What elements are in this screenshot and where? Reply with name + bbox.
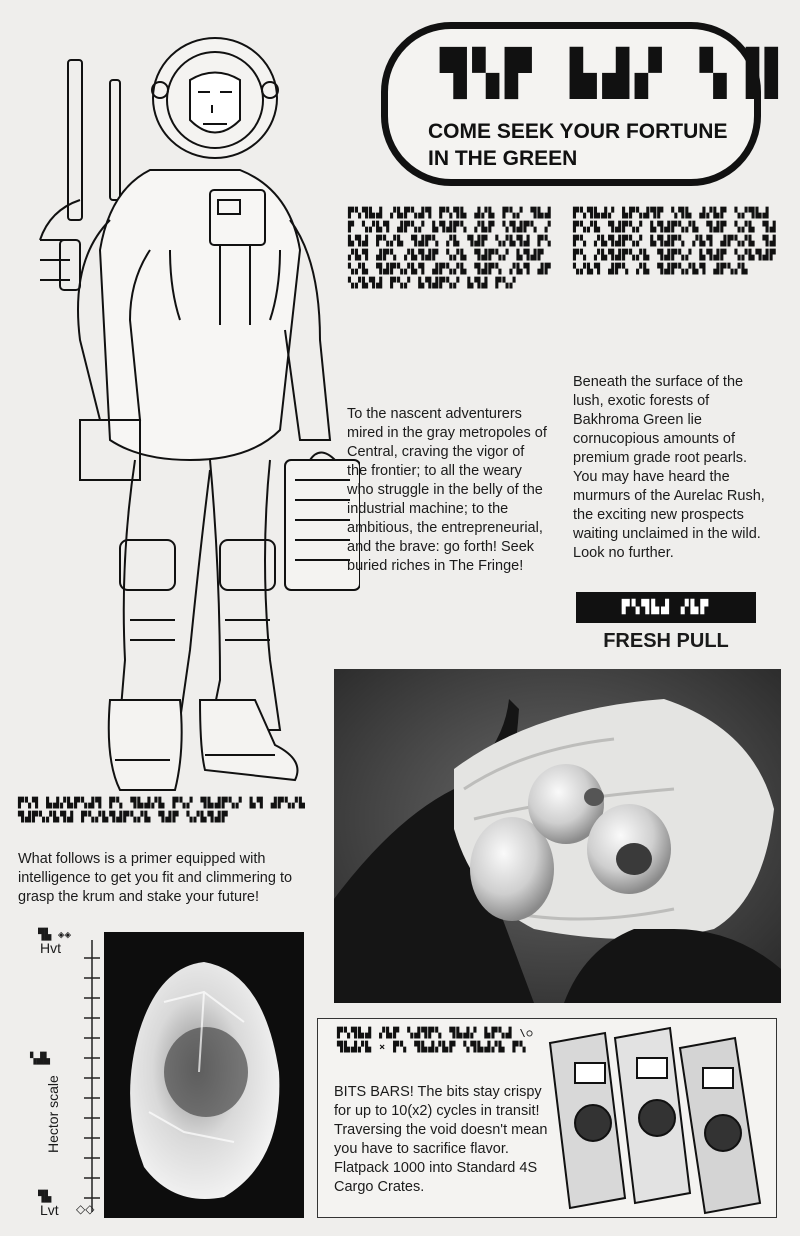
primer-alien-text: ▛▚▜ ▙▟▞▙▛▚▟▜ ▛▚ ▜▙▟▞▙ ▛▚▞ ▜▙▟▛▚▞ ▙▜ ▟▛▚▞▙ ▜▟▛▚▞▙▜▟ ▛▚▞▙▜▟▛▚▞▙ ▜▟▛ ▚▞▙▜▟▛ bbox=[18, 798, 313, 823]
scale-ticks bbox=[30, 928, 105, 1224]
astronaut-illustration bbox=[20, 20, 360, 800]
alien-title-glyphs: ▜▚▛ ▙▟▞ ▚▐▌ bbox=[440, 48, 798, 99]
scale-bottom-glyph: ▜▙ bbox=[38, 1190, 52, 1203]
fresh-pull-title: FRESH PULL bbox=[603, 630, 729, 652]
right-paragraph: Beneath the surface of the lush, exotic forests of Bakhroma Green lie cornucopious amounts of premium grade root pearls. You may have heard the murmurs of the Aurelac Rush, the exciting new prospects waiting unclaimed in the wild. Look no further. bbox=[573, 374, 765, 561]
scale-axis-label: Hector scale bbox=[45, 1075, 61, 1153]
bits-alien-text: ▛▚▜▙▟ ▞▙▛ ▚▟▜▛▚ ▜▙▟▞ ▙▛▚▟ \○ ▜▙▟▞▙ × ▛▚ ▜▙▟▞▙▛ ▚▜▙▟▞▙ ▛▚ bbox=[337, 1028, 541, 1053]
intro-alien-text: ▛▚▜▙▟ ▞▙▛▚▟▜ ▛▚▜▙ ▟▞▙ ▛▚▞ ▜▙▟▛ ▚▞▙▜ ▟▛▚▞ ▙▜▟▛▚ ▞▙▛ ▚▜▟▛▚ ▞▙▜▟ ▛▚▞▙ ▜▟▛▚ ▞▙ ▜▟▛ ▚▞▙▜▟ ▛▚▞▙▜ ▟▛▚ ▞▙▜▟▛ ▚▞▙ ▜▟▛▚▞ ▙▜▟▛ ▚▞▙ ▜▟▛▚▞▙▜ ▟▛▚▞▙ ▜▟▛▚ ▞▙▜ ▟▛▚▞▙▜▟ ▛▚▞ ▙▜▟▛▚▞ ▙▜▟ ▛▚▞ bbox=[348, 208, 552, 289]
scale-middle-glyph: ▚▟▙ bbox=[30, 1052, 50, 1065]
title-line-2: IN THE GREEN bbox=[428, 147, 578, 170]
intro-paragraph: To the nascent adventurers mired in the gray metropoles of Central, craving the vigor of the frontier; to all the weary who struggle in the belly of the industrial machine; to the ambitious, the entrepreneurial, and the brave: go forth! Seek buried riches in The Fringe! bbox=[347, 406, 547, 574]
page-title bbox=[428, 118, 727, 172]
bits-bars-packs-image bbox=[545, 1023, 775, 1215]
single-pearl-photo bbox=[104, 932, 304, 1218]
bits-paragraph: BITS BARS! The bits stay crispy for up to 10(x2) cycles in transit! Traversing the void doesn't mean you have to sacrifice flavor. Flatpack 1000 into Standard 4S Cargo Crates. bbox=[334, 1084, 548, 1195]
right-alien-text: ▛▚▜▙▟▞ ▙▛▚▟▜▛ ▚▜▙ ▟▞▙▛ ▚▞▜▙▟ ▛▚▞▙ ▜▟▛▚▞ ▙▜▟▛▚▞▙ ▜▟▛ ▚▞▙ ▜▟▛▚ ▞▙▜▟▛▚▞ ▙▜▟▛▚ ▞▙▜ ▟▛▚▞▙ ▜▟▛▚ ▞▙▜▟▛▚▞▙ ▜▟▛▚▞ ▙▜▟▛ ▚▞▙▜▟▛ ▚▞▙▜ ▟▛▚ ▞▙ ▜▟▛▚▞▙▜ ▟▛▚▞▙ bbox=[573, 208, 784, 275]
scale-bottom-symbol: ◇◇ bbox=[76, 1202, 95, 1216]
hector-scale bbox=[30, 928, 105, 1224]
scale-bottom-label: Lvt bbox=[40, 1202, 59, 1218]
scale-top-label: Hvt bbox=[40, 940, 61, 956]
title-line-1: COME SEEK YOUR FORTUNE bbox=[428, 120, 728, 143]
fresh-pull-alien-label: ▛▚▜▙▟ ▞▙▛ bbox=[576, 592, 756, 623]
pearls-in-glove-photo bbox=[334, 669, 781, 1003]
scale-top-glyph: ▜▙ ◈◈ bbox=[38, 928, 72, 941]
primer-paragraph: What follows is a primer equipped with intelligence to get you fit and climmering to grasp the krum and stake your future! bbox=[18, 851, 293, 905]
